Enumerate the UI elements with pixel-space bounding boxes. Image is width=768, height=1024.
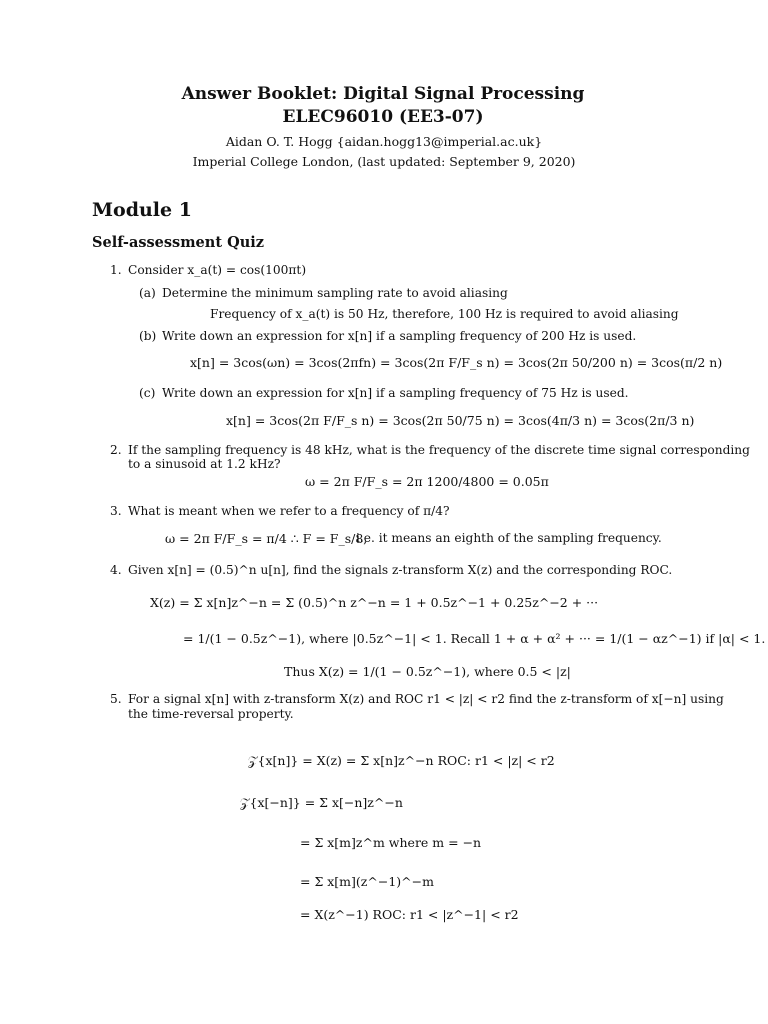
q3-note: i.e. it means an eighth of the sampling frequency. xyxy=(356,531,662,545)
q5-equation-3: = Σ x[m]z^m where m = −n xyxy=(300,835,482,850)
q2-number: 2. xyxy=(110,443,122,457)
q5-equation-1: 𝒵{x[n]} = X(z) = Σ x[n]z^−n ROC: r1 < |z| < r2 xyxy=(248,753,555,768)
q4-number: 4. xyxy=(110,563,122,577)
q5-number: 5. xyxy=(110,692,122,706)
q1c-text: Write down an expression for x[n] if a sampling frequency of 75 Hz is used. xyxy=(162,386,629,400)
q3-text: What is meant when we refer to a frequency of π/4? xyxy=(128,504,450,518)
q3-number: 3. xyxy=(110,504,122,518)
q5-equation-5: = X(z^−1) ROC: r1 < |z^−1| < r2 xyxy=(300,907,519,922)
q5-text-line1: For a signal x[n] with z-transform X(z) and ROC r1 < |z| < r2 find the z-transform of x[−n] using xyxy=(128,692,724,706)
document-title: Answer Booklet: Digital Signal Processing xyxy=(181,84,585,104)
q3-equation: ω = 2π F/F_s = π/4 ∴ F = F_s/8, xyxy=(165,531,368,546)
q2-text-line1: If the sampling frequency is 48 kHz, what is the frequency of the discrete time signal corresponding xyxy=(128,443,750,457)
q1a-answer: Frequency of x_a(t) is 50 Hz, therefore, 100 Hz is required to avoid aliasing xyxy=(210,307,679,321)
q1b-equation: x[n] = 3cos(ωn) = 3cos(2πfn) = 3cos(2π F/F_s n) = 3cos(2π 50/200 n) = 3cos(π/2 n) xyxy=(190,355,723,370)
q5-equation-4: = Σ x[m](z^−1)^−m xyxy=(300,874,434,889)
q2-text-line2: to a sinusoid at 1.2 kHz? xyxy=(128,457,281,471)
course-code: ELEC96010 (EE3-07) xyxy=(282,107,484,127)
module-heading: Module 1 xyxy=(92,199,192,221)
q4-equation-3: Thus X(z) = 1/(1 − 0.5z^−1), where 0.5 < |z| xyxy=(284,664,571,679)
q1c-equation: x[n] = 3cos(2π F/F_s n) = 3cos(2π 50/75 n) = 3cos(4π/3 n) = 3cos(2π/3 n) xyxy=(226,413,695,428)
section-heading: Self-assessment Quiz xyxy=(92,234,264,251)
affiliation-line: Imperial College London, (last updated: September 9, 2020) xyxy=(192,154,576,169)
q1c-label: (c) xyxy=(139,386,156,400)
q1b-label: (b) xyxy=(139,329,157,343)
q4-text: Given x[n] = (0.5)^n u[n], find the signals z-transform X(z) and the corresponding ROC. xyxy=(128,563,673,577)
q1a-label: (a) xyxy=(139,286,156,300)
q5-text-line2: the time-reversal property. xyxy=(128,707,294,721)
q1-number: 1. xyxy=(110,263,122,277)
q1-text: Consider x_a(t) = cos(100πt) xyxy=(128,263,307,277)
q1a-text: Determine the minimum sampling rate to avoid aliasing xyxy=(162,286,508,300)
q2-equation: ω = 2π F/F_s = 2π 1200/4800 = 0.05π xyxy=(305,474,549,489)
author-line: Aidan O. T. Hogg {aidan.hogg13@imperial.ac.uk} xyxy=(225,134,543,149)
q4-equation-1: X(z) = Σ x[n]z^−n = Σ (0.5)^n z^−n = 1 + 0.5z^−1 + 0.25z^−2 + ··· xyxy=(150,595,599,610)
q1b-text: Write down an expression for x[n] if a sampling frequency of 200 Hz is used. xyxy=(162,329,637,343)
q5-equation-2: 𝒵{x[−n]} = Σ x[−n]z^−n xyxy=(240,795,403,810)
q4-equation-2: = 1/(1 − 0.5z^−1), where |0.5z^−1| < 1. Recall 1 + α + α² + ··· = 1/(1 − αz^−1) if |α| < 1. xyxy=(183,631,766,646)
